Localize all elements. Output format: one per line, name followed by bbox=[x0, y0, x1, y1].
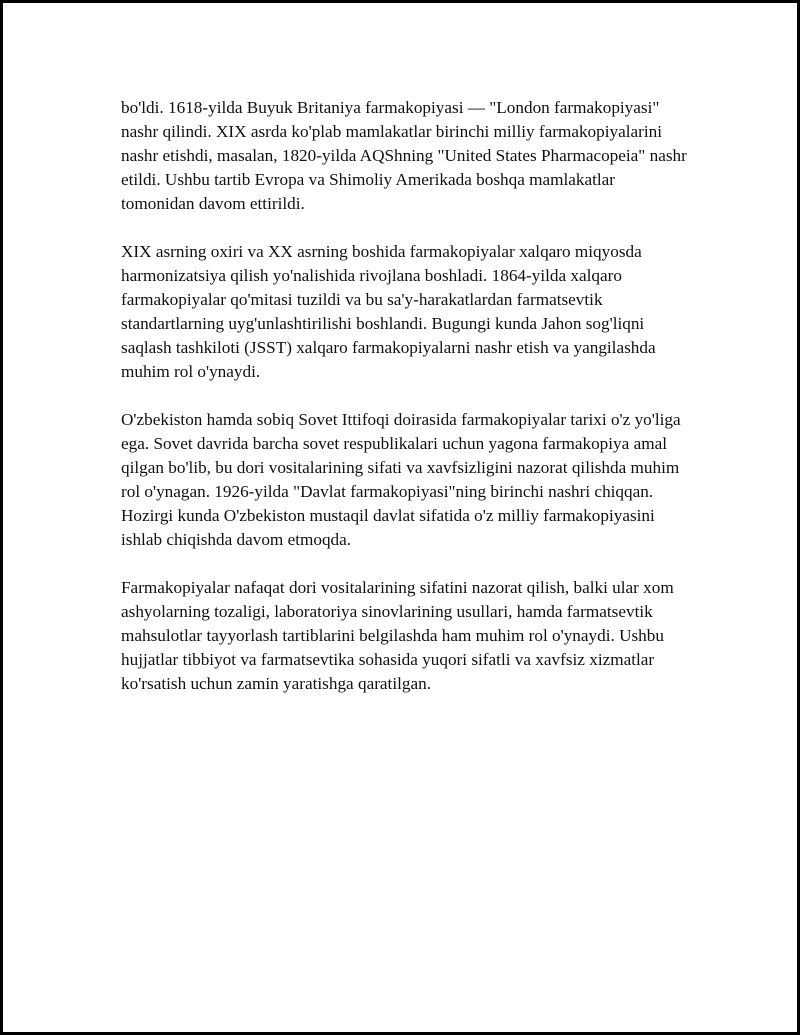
document-body bbox=[121, 96, 691, 720]
paragraph: bo'ldi. 1618-yilda Buyuk Britaniya farmakopiyasi — "London farmakopiyasi" nashr qilindi. XIX asrda ko'plab mamlakatlar birinchi milliy farmakopiyalarini nashr etishdi, masalan, 1820-yilda AQShning "United States Pharmacopeia" nashr etildi. Ushbu tartib Evropa va Shimoliy Amerikada boshqa mamlakatlar tomonidan davom ettirildi. bbox=[121, 98, 687, 213]
paragraph: O'zbekiston hamda sobiq Sovet Ittifoqi doirasida farmakopiyalar tarixi o'z yo'liga ega. Sovet davrida barcha sovet respublikalari uchun yagona farmakopiya amal qilgan bo'lib, bu dori vositalarining sifati va xavfsizligini nazorat qilishda muhim rol o'ynagan. 1926-yilda "Davlat farmakopiyasi"ning birinchi nashri chiqqan. Hozirgi kunda O'zbekiston mustaqil davlat sifatida o'z milliy farmakopiyasini ishlab chiqishda davom etmoqda. bbox=[121, 410, 681, 549]
paragraph: XIX asrning oxiri va XX asrning boshida farmakopiyalar xalqaro miqyosda harmonizatsiya qilish yo'nalishida rivojlana boshladi. 1864-yilda xalqaro farmakopiyalar qo'mitasi tuzildi va bu sa'y-harakatlardan farmatsevtik standartlarning uyg'unlashtirilishi boshlandi. Bugungi kunda Jahon sog'liqni saqlash tashkiloti (JSST) xalqaro farmakopiyalarni nashr etish va yangilashda muhim rol o'ynaydi. bbox=[121, 242, 656, 381]
paragraph: Farmakopiyalar nafaqat dori vositalarining sifatini nazorat qilish, balki ular xom ashyolarning tozaligi, laboratoriya sinovlarining usullari, hamda farmatsevtik mahsulotlar tayyorlash tartiblarini belgilashda ham muhim rol o'ynaydi. Ushbu hujjatlar tibbiyot va farmatsevtika sohasida yuqori sifatli va xavfsiz xizmatlar ko'rsatish uchun zamin yaratishga qaratilgan. bbox=[121, 578, 674, 693]
